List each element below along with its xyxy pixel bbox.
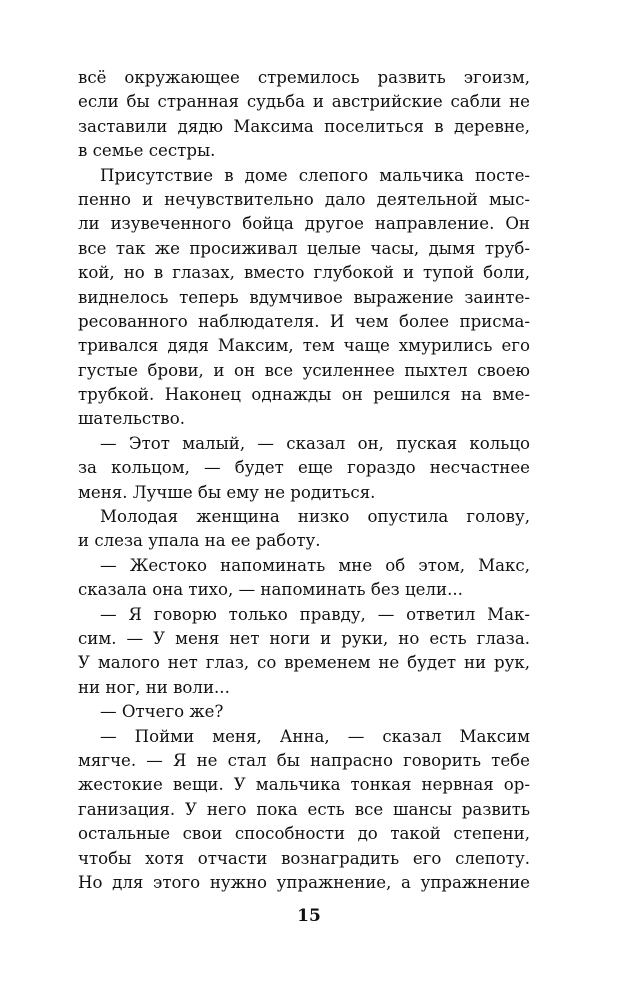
text-line: — Отчего же? bbox=[100, 702, 224, 722]
text-line: ганизация. У него пока есть все шансы развить bbox=[78, 799, 530, 819]
page-number: 15 bbox=[297, 906, 321, 926]
text-line: всё окружающее стремилось развить эгоизм, bbox=[78, 68, 530, 87]
text-line: — Я говорю только правду, — ответил Мак- bbox=[100, 604, 530, 624]
text-line: кой, но в глазах, вместо глубокой и тупой боли, bbox=[78, 263, 530, 283]
text-line: сим. — У меня нет ноги и руки, но есть глаза. bbox=[78, 628, 530, 648]
text-line: в семье сестры. bbox=[78, 141, 216, 161]
text-line: шательство. bbox=[78, 409, 185, 429]
text-line: виднелось теперь вдумчивое выражение заинте- bbox=[78, 287, 530, 307]
text-line: и слеза упала на ее работу. bbox=[78, 531, 321, 551]
text-line: ли изувеченного бойца другое направление. Он bbox=[78, 214, 530, 234]
text-line: меня. Лучше бы ему не родиться. bbox=[78, 482, 376, 502]
text-line: тривался дядя Максим, тем чаще хмурились его bbox=[78, 336, 530, 356]
text-line: все так же просиживал целые часы, дымя труб- bbox=[78, 238, 530, 258]
text-line: Молодая женщина низко опустила голову, bbox=[100, 507, 530, 527]
text-line: заставили дядю Максима поселиться в деревне, bbox=[78, 116, 530, 136]
text-line: — Этот малый, — сказал он, пуская кольцо bbox=[100, 433, 530, 453]
text-line: трубкой. Наконец однажды он решился на вме- bbox=[78, 385, 530, 405]
text-line: — Жестоко напоминать мне об этом, Макс, bbox=[100, 555, 530, 575]
text-line: ресованного наблюдателя. И чем более присма- bbox=[78, 311, 530, 331]
text-line: чтобы хотя отчасти вознаградить его слепоту. bbox=[78, 848, 530, 868]
text-line: пенно и нечувствительно дало деятельной мыс- bbox=[78, 189, 530, 209]
text-line: сказала она тихо, — напоминать без цели... bbox=[78, 580, 463, 600]
text-line: за кольцом, — будет еще гораздо несчастнее bbox=[78, 458, 530, 478]
text-line: Но для этого нужно упражнение, а упражнение bbox=[78, 872, 530, 892]
text-line: если бы странная судьба и австрийские сабли не bbox=[78, 92, 530, 112]
text-line: густые брови, и он все усиленнее пыхтел своею bbox=[78, 360, 530, 380]
body-text bbox=[78, 66, 530, 895]
text-line: Присутствие в доме слепого мальчика посте- bbox=[100, 165, 530, 185]
text-line: У малого нет глаз, со временем не будет ни рук, bbox=[78, 653, 530, 673]
text-line: ни ног, ни воли... bbox=[78, 677, 230, 697]
text-line: — Пойми меня, Анна, — сказал Максим bbox=[100, 726, 530, 746]
text-line: жестокие вещи. У мальчика тонкая нервная ор- bbox=[78, 775, 530, 795]
text-line: мягче. — Я не стал бы напрасно говорить тебе bbox=[78, 750, 530, 770]
text-line: остальные свои способности до такой степени, bbox=[78, 824, 530, 844]
